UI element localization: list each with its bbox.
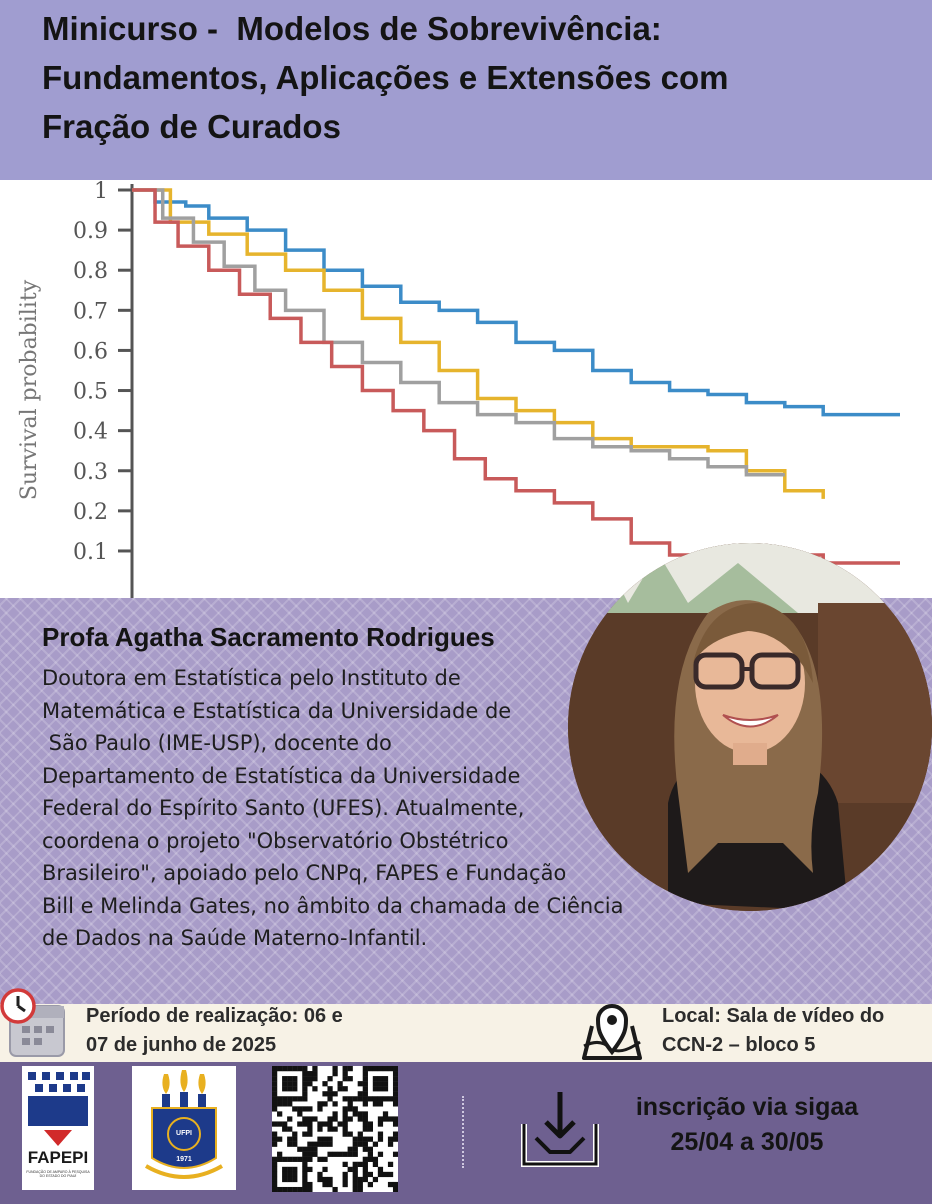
y-tick-label: 0.9 bbox=[73, 219, 108, 245]
page-title bbox=[42, 4, 922, 151]
y-tick-label: 0.8 bbox=[73, 259, 108, 285]
bio-line: Departamento de Estatística da Universidade bbox=[42, 763, 521, 788]
location-info bbox=[662, 1002, 884, 1060]
y-tick-label: 1 bbox=[94, 180, 108, 204]
title-line-1: Minicurso - Modelos de Sobrevivência: bbox=[42, 10, 662, 47]
registration-line: 25/04 a 30/05 bbox=[670, 1128, 824, 1156]
period-info bbox=[86, 1002, 343, 1060]
ufpi-year: 1971 bbox=[176, 1156, 192, 1163]
bio-line: Doutora em Estatística pelo Instituto de bbox=[42, 666, 461, 690]
y-tick-label: 0.5 bbox=[73, 379, 108, 405]
ufpi-logo bbox=[132, 1066, 236, 1190]
y-tick-label: 0.1 bbox=[73, 539, 108, 565]
local-line: CCN-2 – bloco 5 bbox=[662, 1034, 816, 1056]
download-tray-icon[interactable] bbox=[518, 1088, 602, 1170]
fapepi-name: FAPEPI bbox=[27, 1148, 89, 1167]
period-line: 07 de junho de 2025 bbox=[86, 1034, 277, 1056]
y-tick-label: 0.3 bbox=[73, 459, 108, 485]
y-tick-label: 0.6 bbox=[73, 339, 108, 365]
speaker-photo bbox=[568, 543, 932, 911]
bio-line: de Dados na Saúde Materno-Infantil. bbox=[42, 926, 428, 950]
fapepi-subtitle: FUNDAÇÃO DE AMPARO À PESQUISA DO ESTADO DO PIAUÍ bbox=[26, 1170, 90, 1178]
survival-series-line-2 bbox=[132, 190, 823, 499]
survival-chart-svg bbox=[0, 180, 932, 598]
y-axis-label: Survival probability bbox=[17, 279, 42, 501]
map-pin-icon bbox=[580, 1002, 644, 1060]
bio-line: Bill e Melinda Gates, no âmbito da chamada de Ciência bbox=[42, 893, 624, 918]
local-line: Local: Sala de vídeo do bbox=[662, 1005, 885, 1027]
ufpi-name: UFPI bbox=[176, 1130, 192, 1137]
bio-line: coordena o projeto "Observatório Obstétrico bbox=[42, 828, 509, 853]
calendar-clock-icon bbox=[0, 988, 70, 1060]
bio-line: Brasileiro", apoiado pelo CNPq, FAPES e Fundação bbox=[42, 861, 567, 885]
y-tick-label: 0.4 bbox=[73, 419, 108, 445]
y-tick-label: 0.2 bbox=[73, 499, 108, 525]
survival-chart bbox=[0, 180, 932, 598]
y-tick-label: 0.7 bbox=[73, 299, 108, 325]
bio-line: São Paulo (IME-USP), docente do bbox=[42, 731, 392, 755]
title-line-3: Fração de Curados bbox=[42, 108, 341, 145]
fapepi-logo bbox=[22, 1066, 94, 1190]
registration-line: inscrição via sigaa bbox=[635, 1093, 859, 1121]
period-line: Período de realização: 06 e bbox=[86, 1005, 343, 1027]
bio-line: Matemática e Estatística da Universidade de bbox=[42, 698, 512, 723]
survival-series-line-1 bbox=[132, 190, 900, 415]
title-line-2: Fundamentos, Aplicações e Extensões com bbox=[42, 59, 729, 96]
qr-code[interactable] bbox=[272, 1066, 398, 1192]
registration-info[interactable] bbox=[612, 1090, 882, 1160]
footer-divider bbox=[462, 1096, 466, 1168]
bio-line: Federal do Espírito Santo (UFES). Atualmente, bbox=[42, 796, 525, 820]
speaker-name: Profa Agatha Sacramento Rodrigues bbox=[42, 622, 495, 652]
